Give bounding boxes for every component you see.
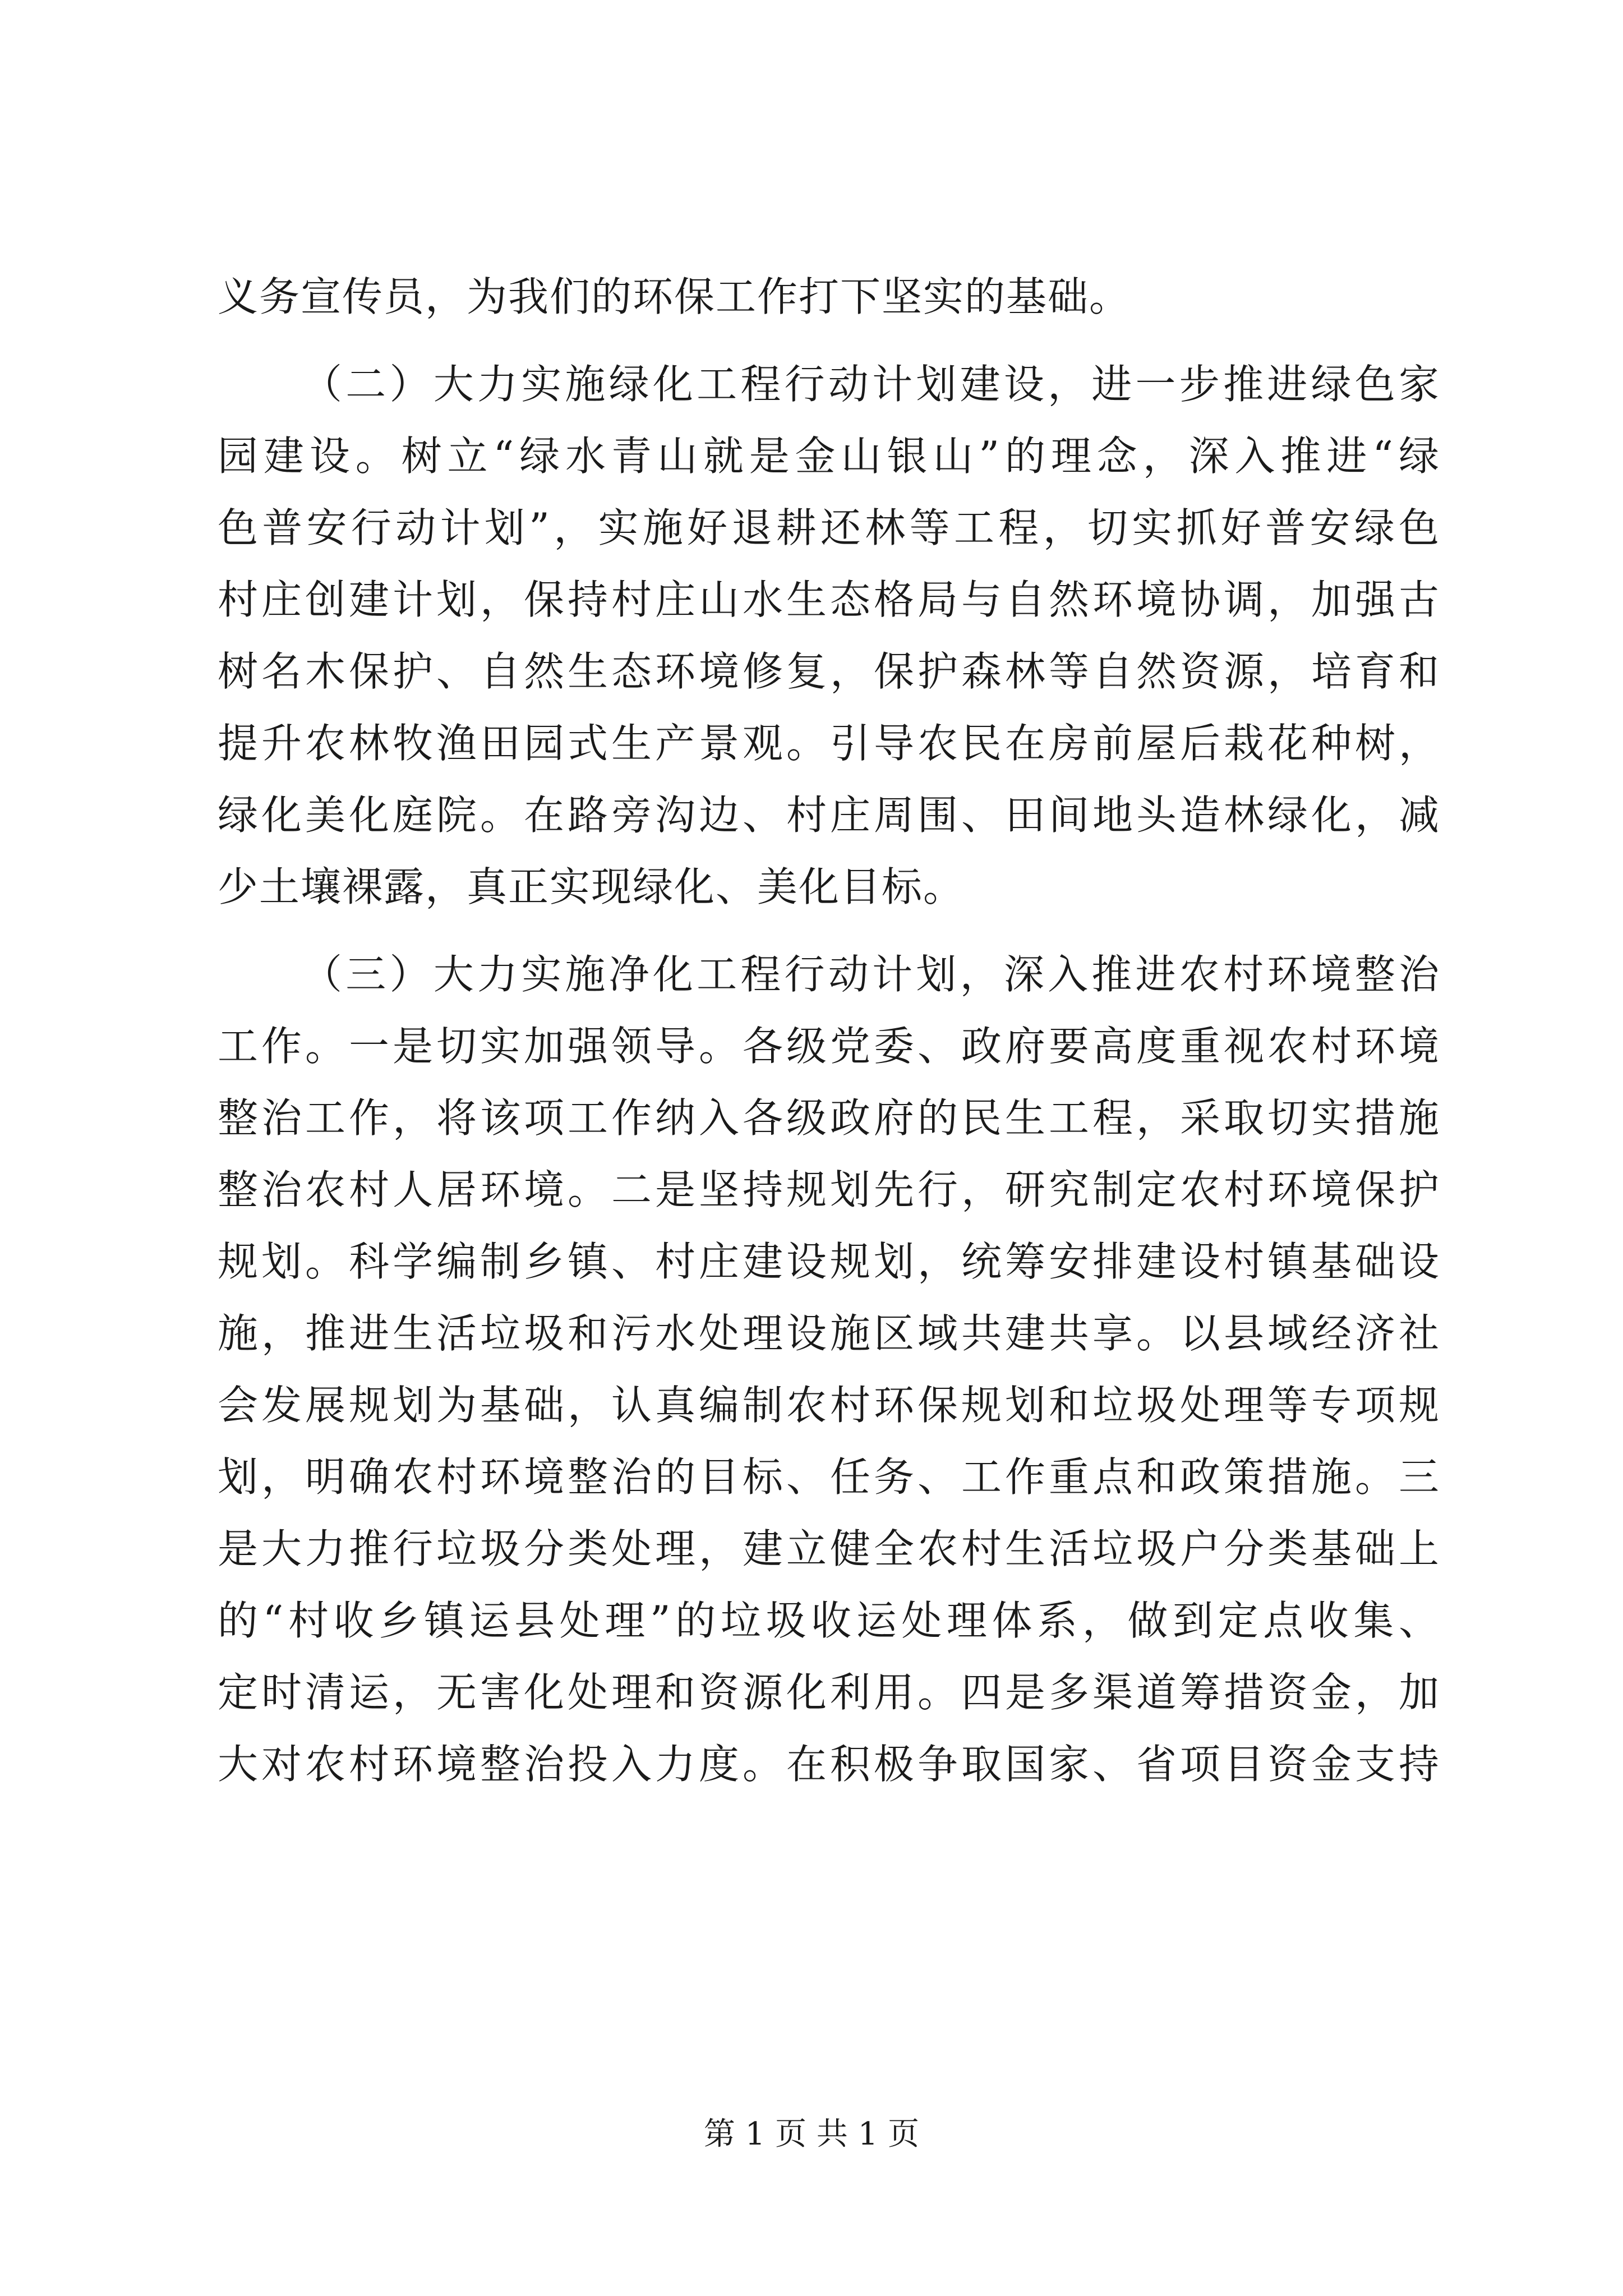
text-line: 绿化美化庭院。在路旁沟边、村庄周围、田间地头造林绿化，减 [218,792,1440,839]
text-line: 义务宣传员，为我们的环保工作打下坚实的基础。 [218,273,1131,320]
paragraph-3 [218,938,1440,1800]
text-line: 会发展规划为基础，认真编制农村环保规划和垃圾处理等专项规 [218,1382,1440,1429]
text-line: 整治农村人居环境。二是坚持规划先行，研究制定农村环境保护 [218,1166,1440,1213]
text-line: 规划。科学编制乡镇、村庄建设规划，统筹安排建设村镇基础设 [218,1238,1440,1285]
text-line: 少土壤裸露，真正实现绿化、美化目标。 [218,863,965,910]
text-line: 工作。一是切实加强领导。各级党委、政府要高度重视农村环境 [218,1023,1440,1070]
text-line: （二）大力实施绿化工程行动计划建设，进一步推进绿色家 [302,361,1440,408]
paragraph-2 [218,348,1440,923]
text-line: 提升农林牧渔田园式生产景观。引导农民在房前屋后栽花种树， [218,720,1440,767]
text-line: 是大力推行垃圾分类处理，建立健全农村生活垃圾户分类基础上 [218,1525,1440,1572]
text-line: 的“村收乡镇运县处理”的垃圾收运处理体系，做到定点收集、 [218,1597,1440,1644]
text-line: 定时清运，无害化处理和资源化利用。四是多渠道筹措资金，加 [218,1669,1440,1716]
paragraph-1 [218,261,1440,333]
text-line: 村庄创建计划，保持村庄山水生态格局与自然环境协调，加强古 [218,576,1440,623]
text-line: 施，推进生活垃圾和污水处理设施区域共建共享。以县域经济社 [218,1310,1440,1357]
text-line: 整治工作，将该项工作纳入各级政府的民生工程，采取切实措施 [218,1094,1440,1142]
text-line: 园建设。树立“绿水青山就是金山银山”的理念，深入推进“绿 [218,432,1440,480]
text-line: 色普安行动计划”，实施好退耕还林等工程，切实抓好普安绿色 [218,504,1440,551]
text-line: 树名木保护、自然生态环境修复，保护森林等自然资源，培育和 [218,648,1440,695]
text-line: 划，明确农村环境整治的目标、任务、工作重点和政策措施。三 [218,1453,1440,1501]
text-line: 大对农村环境整治投入力度。在积极争取国家、省项目资金支持 [218,1741,1440,1788]
text-line: （三）大力实施净化工程行动计划，深入推进农村环境整治 [302,951,1440,998]
page-footer: 第 1 页 共 1 页 [703,2116,920,2152]
document-body [218,261,1440,1800]
